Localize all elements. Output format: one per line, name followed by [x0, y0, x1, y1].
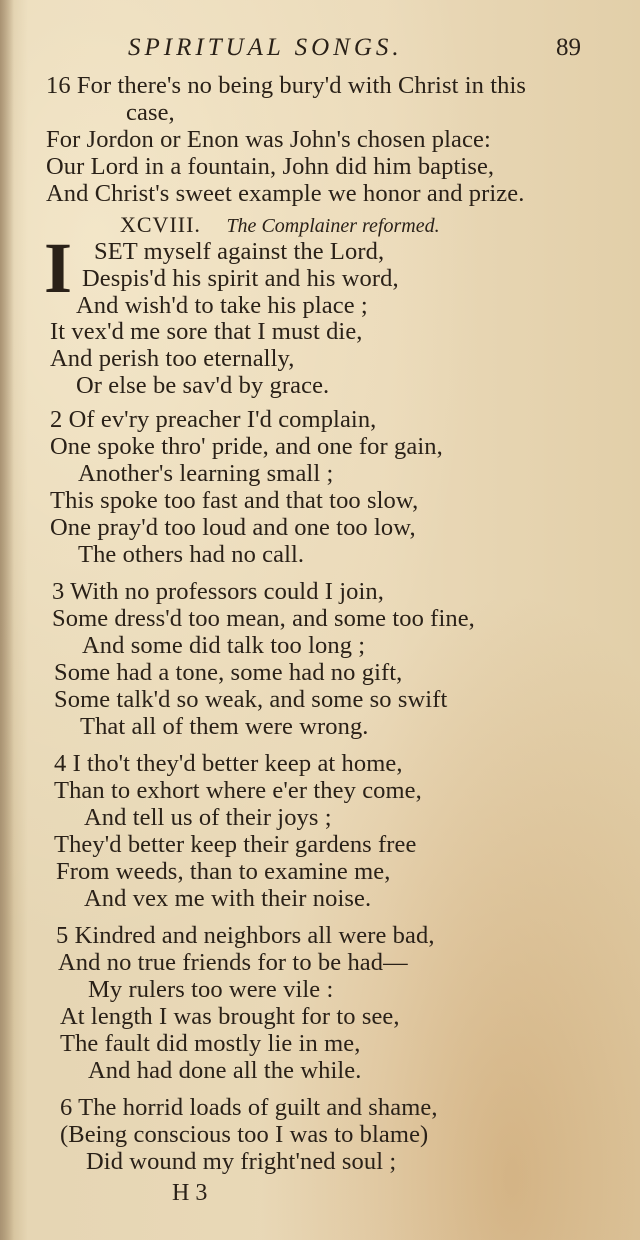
verse-line: Some talk'd so weak, and some so swift	[54, 686, 448, 713]
verse-line: And vex me with their noise.	[84, 885, 372, 912]
verse-line: 16 For there's no being bury'd with Christ in this	[46, 72, 526, 99]
verse-line: At length I was brought for to see,	[60, 1003, 400, 1030]
verse-line: For Jordon or Enon was John's chosen place:	[46, 126, 491, 153]
verse-line: 6 The horrid loads of guilt and shame,	[60, 1094, 438, 1121]
verse-line: 4 I tho't they'd better keep at home,	[54, 750, 403, 777]
verse-line: 2 Of ev'ry preacher I'd complain,	[50, 406, 377, 433]
verse-line: And perish too eternally,	[50, 345, 295, 372]
verse-line: The others had no call.	[78, 541, 305, 568]
signature-mark: H 3	[172, 1180, 208, 1206]
page-gutter-shadow	[0, 0, 14, 1240]
verse-line: Than to exhort where e'er they come,	[54, 777, 422, 804]
verse-line: From weeds, than to examine me,	[56, 858, 391, 885]
verse-line: (Being conscious too I was to blame)	[60, 1121, 429, 1148]
verse-line: And Christ's sweet example we honor and prize.	[46, 180, 525, 207]
verse-line: And no true friends for to be had—	[58, 949, 408, 976]
verse-line: And some did talk too long ;	[82, 632, 366, 659]
page-number: 89	[556, 34, 581, 61]
running-title: SPIRITUAL SONGS.	[128, 34, 403, 61]
verse-line: Did wound my fright'ned soul ;	[86, 1148, 397, 1175]
verse-line: Some dress'd too mean, and some too fine,	[52, 605, 475, 632]
verse-line: The fault did mostly lie in me,	[60, 1030, 361, 1057]
verse-line: Or else be sav'd by grace.	[76, 372, 330, 399]
drop-cap: I	[44, 228, 73, 308]
hymn-number: XCVIII.	[120, 212, 201, 237]
verse-line: Some had a tone, some had no gift,	[54, 659, 403, 686]
verse-line: case,	[126, 99, 175, 126]
verse-line: That all of them were wrong.	[80, 713, 369, 740]
verse-line: My rulers too were vile :	[88, 976, 334, 1003]
verse-line: This spoke too fast and that too slow,	[50, 487, 419, 514]
verse-line: And had done all the while.	[88, 1057, 362, 1084]
verse-line: And wish'd to take his place ;	[76, 292, 368, 319]
verse-line: One pray'd too loud and one too low,	[50, 514, 416, 541]
verse-line: Another's learning small ;	[78, 460, 334, 487]
verse-line: Despis'd his spirit and his word,	[82, 265, 399, 292]
verse-line: Our Lord in a fountain, John did him baptise,	[46, 153, 495, 180]
verse-line: SET myself against the Lord,	[94, 238, 385, 265]
hymn-heading	[120, 212, 440, 238]
hymn-title: The Complainer reformed.	[226, 215, 440, 237]
verse-line: One spoke thro' pride, and one for gain,	[50, 433, 443, 460]
verse-line: 5 Kindred and neighbors all were bad,	[56, 922, 435, 949]
verse-line: 3 With no professors could I join,	[52, 578, 384, 605]
verse-line: It vex'd me sore that I must die,	[50, 318, 363, 345]
verse-line: They'd better keep their gardens free	[54, 831, 417, 858]
verse-line: And tell us of their joys ;	[84, 804, 332, 831]
